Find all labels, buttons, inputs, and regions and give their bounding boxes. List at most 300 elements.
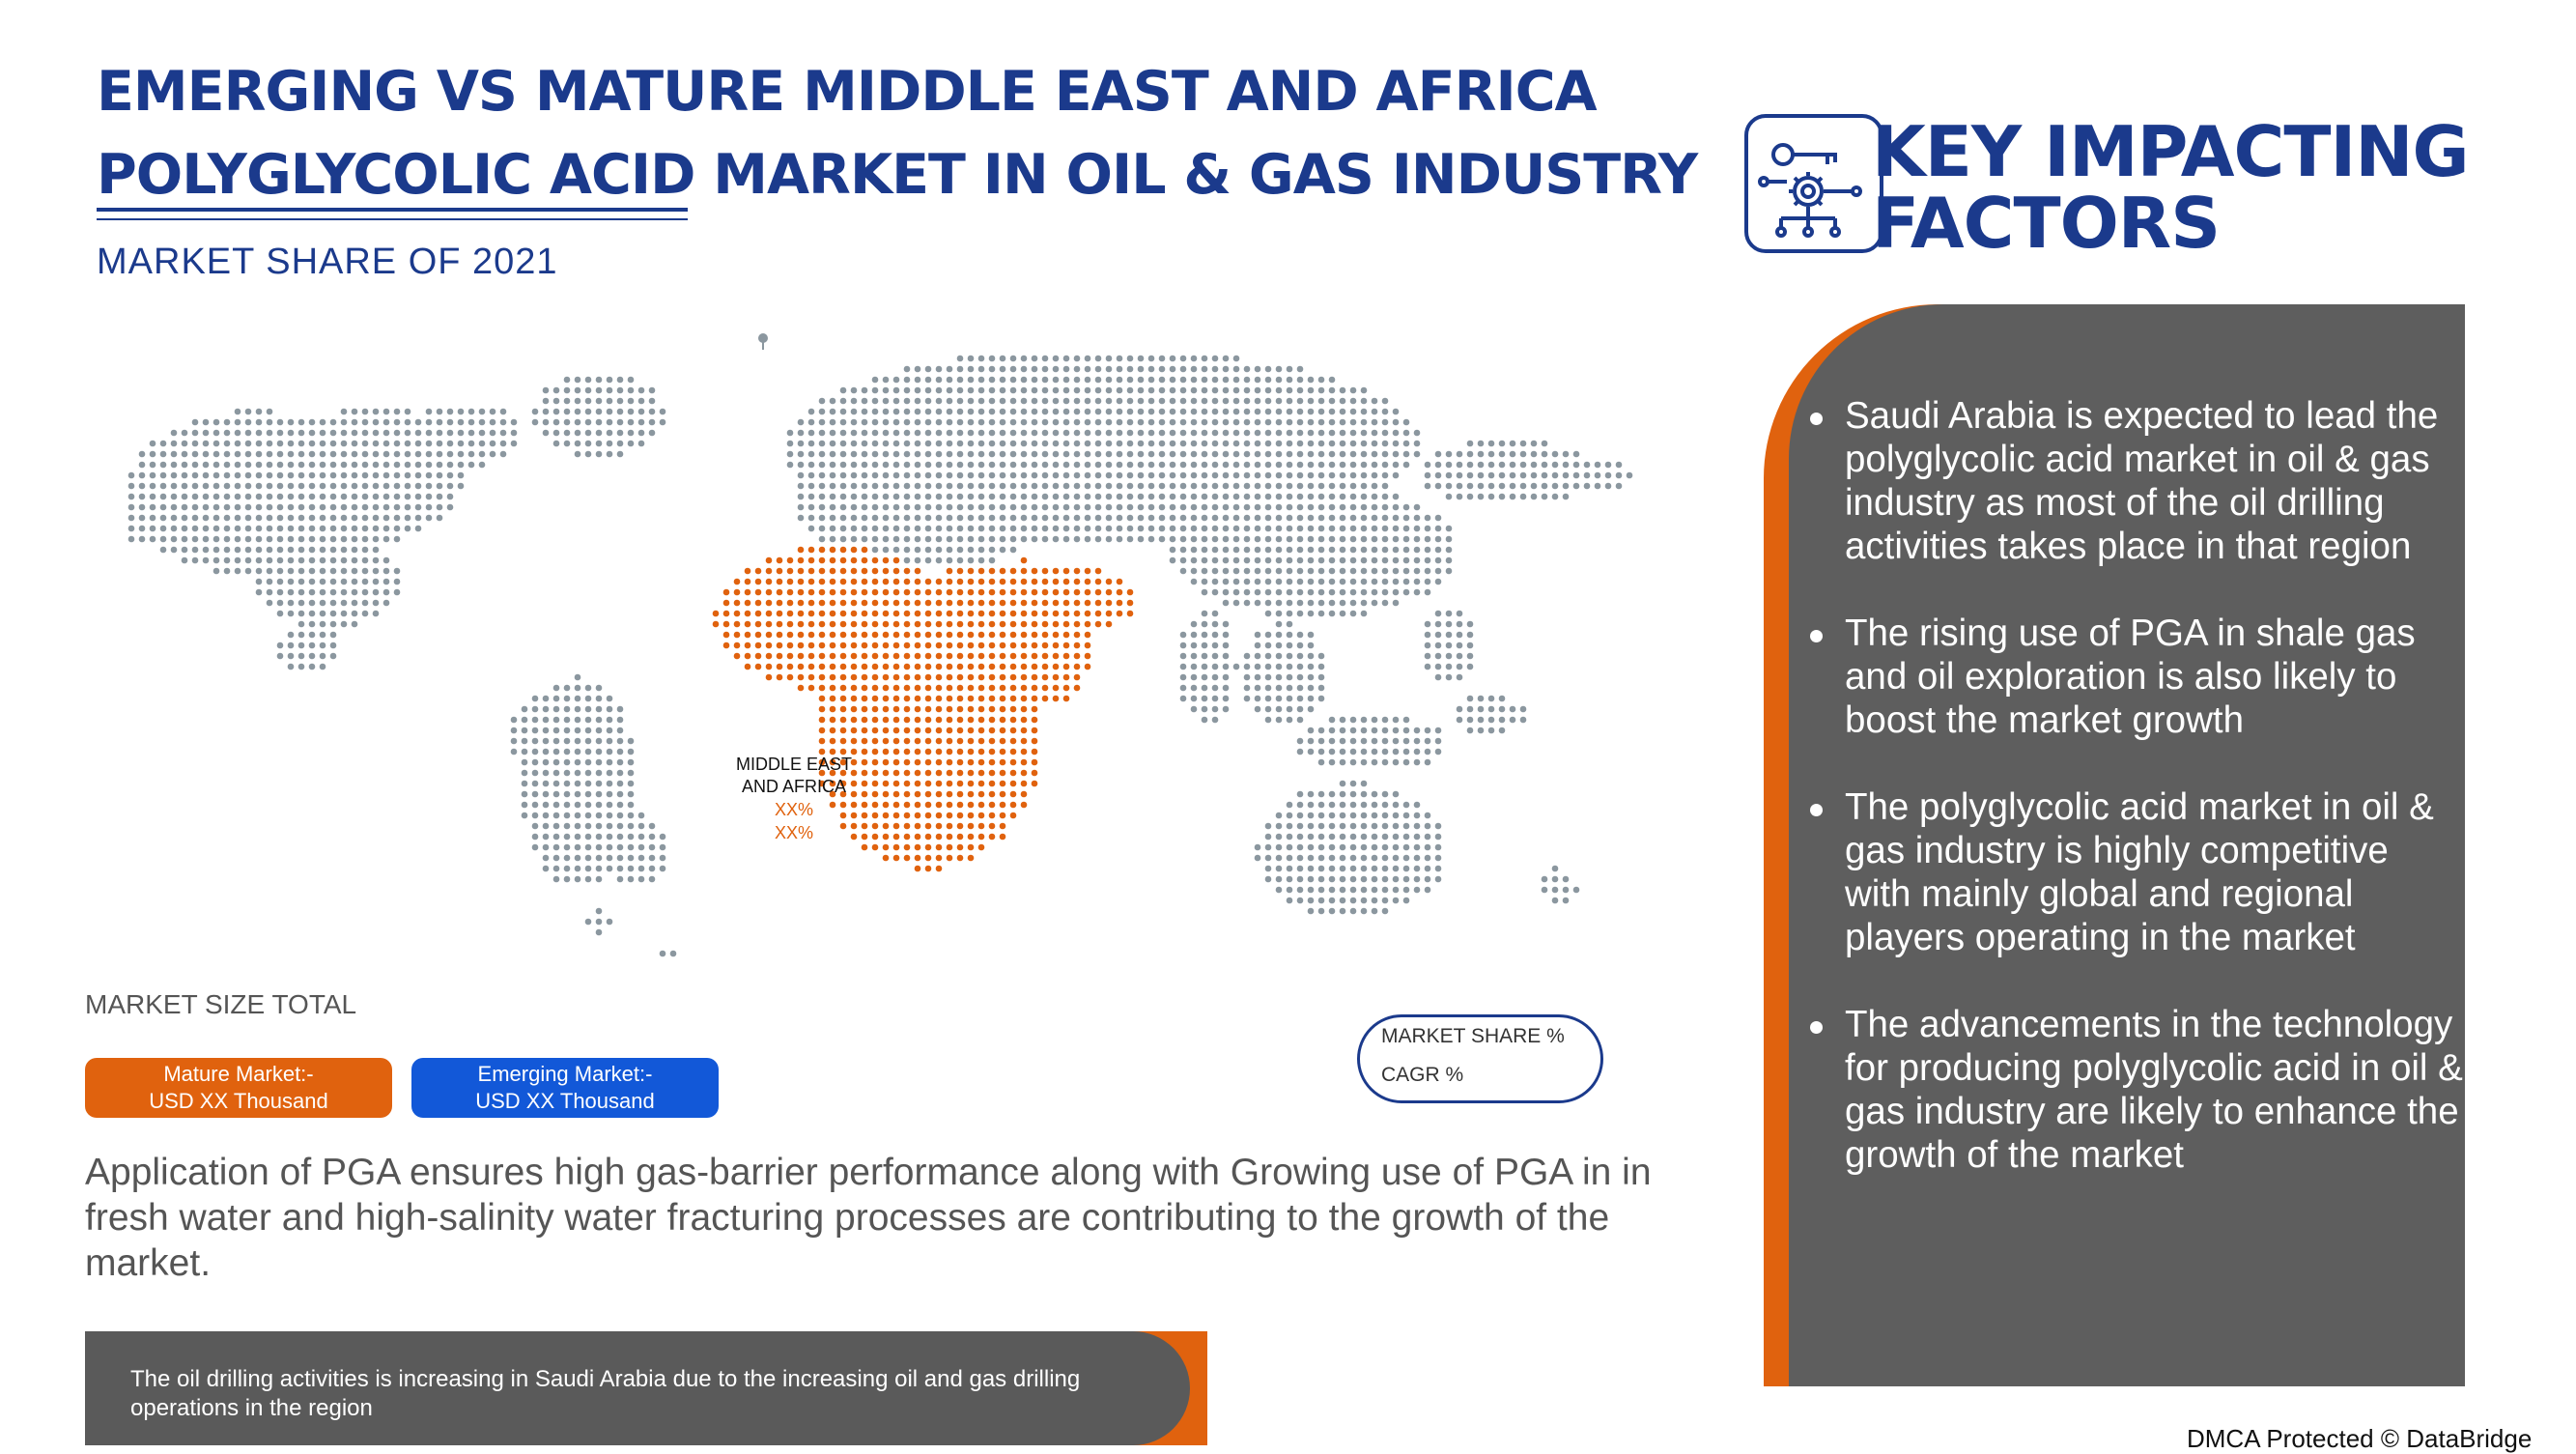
map-dot <box>1276 621 1283 628</box>
map-dot <box>1372 557 1378 564</box>
map-dot <box>1340 483 1346 490</box>
map-dot <box>1000 441 1006 447</box>
map-dot <box>139 494 146 500</box>
map-dot-highlight <box>957 749 964 756</box>
map-dot <box>1361 472 1368 479</box>
map-dot <box>1605 483 1612 490</box>
map-dot <box>1212 356 1219 362</box>
map-dot-highlight <box>1032 717 1038 724</box>
map-dot <box>213 547 220 554</box>
map-dot <box>1435 642 1442 649</box>
map-dot-highlight <box>851 547 858 554</box>
map-dot <box>288 611 295 617</box>
map-dot-highlight <box>989 802 996 809</box>
map-dot-highlight <box>862 547 868 554</box>
map-dot <box>1202 685 1208 692</box>
map-dot <box>1138 409 1145 415</box>
map-dot <box>288 515 295 522</box>
map-dot-highlight <box>1000 802 1006 809</box>
map-dot <box>1212 526 1219 532</box>
map-dot <box>1340 823 1346 830</box>
map-dot <box>1435 823 1442 830</box>
map-dot <box>1595 472 1601 479</box>
map-dot <box>330 504 337 511</box>
map-dot <box>1032 409 1038 415</box>
map-dot <box>1361 504 1368 511</box>
map-dot <box>1297 674 1304 681</box>
map-dot <box>798 462 805 469</box>
map-dot <box>607 802 613 809</box>
map-dot <box>830 462 836 469</box>
map-dot <box>373 504 380 511</box>
map-dot <box>1255 579 1261 585</box>
map-dot <box>224 430 231 437</box>
map-dot <box>1244 419 1251 426</box>
map-dot <box>947 441 953 447</box>
map-dot <box>1510 494 1516 500</box>
map-dot <box>585 791 592 798</box>
map-dot <box>862 441 868 447</box>
map-dot <box>543 419 550 426</box>
map-dot <box>1382 727 1389 734</box>
map-dot-highlight <box>915 632 921 639</box>
map-dot <box>277 653 284 660</box>
map-dot <box>851 536 858 543</box>
map-dot-highlight <box>883 802 890 809</box>
map-dot <box>1095 419 1102 426</box>
map-dot <box>1318 441 1325 447</box>
map-dot <box>915 451 921 458</box>
map-dot <box>596 685 603 692</box>
map-dot <box>1297 494 1304 500</box>
map-dot-highlight <box>830 674 836 681</box>
map-dot-highlight <box>840 696 847 702</box>
map-dot <box>1287 451 1293 458</box>
map-dot <box>1414 451 1421 458</box>
map-dot <box>1329 462 1336 469</box>
map-dot <box>1223 696 1230 702</box>
map-dot <box>1063 494 1070 500</box>
map-dot <box>1191 451 1198 458</box>
map-dot <box>1457 706 1463 713</box>
map-dot <box>1170 409 1176 415</box>
map-dot <box>1361 398 1368 405</box>
map-dot <box>1542 887 1548 894</box>
map-dot <box>139 451 146 458</box>
map-dot <box>585 823 592 830</box>
map-dot <box>1276 642 1283 649</box>
map-dot <box>978 504 985 511</box>
map-dot <box>1127 526 1134 532</box>
map-dot <box>383 557 390 564</box>
map-dot <box>872 536 879 543</box>
map-dot <box>1350 430 1357 437</box>
map-dot-highlight <box>904 749 911 756</box>
map-dot <box>1393 887 1400 894</box>
map-dot <box>585 451 592 458</box>
map-dot <box>309 557 316 564</box>
map-dot-highlight <box>936 759 943 766</box>
map-dot <box>1276 557 1283 564</box>
map-dot <box>1340 504 1346 511</box>
map-dot <box>1265 547 1272 554</box>
map-dot <box>819 430 826 437</box>
map-dot <box>585 717 592 724</box>
map-dot <box>1000 494 1006 500</box>
map-dot <box>862 451 868 458</box>
map-dot-highlight <box>1010 579 1017 585</box>
map-dot-highlight <box>755 600 762 607</box>
map-dot <box>309 462 316 469</box>
map-dot <box>383 526 390 532</box>
map-dot <box>320 579 326 585</box>
map-dot <box>1467 472 1474 479</box>
map-dot-highlight <box>723 600 730 607</box>
map-dot-highlight <box>989 759 996 766</box>
map-dot <box>1382 515 1389 522</box>
map-dot <box>1127 409 1134 415</box>
map-dot-highlight <box>819 579 826 585</box>
map-dot <box>660 419 666 426</box>
map-dot <box>1191 685 1198 692</box>
map-dot-highlight <box>957 813 964 819</box>
map-dot <box>1393 472 1400 479</box>
map-dot <box>649 398 656 405</box>
map-dot <box>1457 483 1463 490</box>
map-dot <box>1106 536 1113 543</box>
map-dot <box>1340 472 1346 479</box>
map-dot <box>1287 642 1293 649</box>
region-label-line2: AND AFRICA <box>741 777 847 796</box>
map-dot <box>1414 589 1421 596</box>
map-dot <box>925 377 932 384</box>
map-dot <box>564 738 571 745</box>
map-dot <box>1202 611 1208 617</box>
map-dot <box>1435 526 1442 532</box>
map-dot <box>1106 441 1113 447</box>
map-dot <box>1361 557 1368 564</box>
map-dot <box>1180 685 1187 692</box>
map-dot <box>1212 579 1219 585</box>
map-dot-highlight <box>883 749 890 756</box>
map-dot-highlight <box>978 813 985 819</box>
map-dot <box>649 844 656 851</box>
map-dot <box>607 770 613 777</box>
map-dot <box>553 717 560 724</box>
map-dot <box>628 813 635 819</box>
map-dot-highlight <box>1085 611 1091 617</box>
map-dot <box>862 462 868 469</box>
map-dot <box>267 462 273 469</box>
map-dot-highlight <box>947 770 953 777</box>
map-dot-highlight <box>1074 642 1081 649</box>
map-dot <box>160 494 167 500</box>
map-dot <box>628 823 635 830</box>
map-dot-highlight <box>1053 568 1060 575</box>
map-dot <box>1106 451 1113 458</box>
map-dot <box>904 504 911 511</box>
map-dot <box>1361 547 1368 554</box>
map-dot <box>628 749 635 756</box>
map-dot <box>1063 536 1070 543</box>
map-dot <box>1435 674 1442 681</box>
map-dot-highlight <box>851 696 858 702</box>
map-dot-highlight <box>989 791 996 798</box>
map-dot <box>553 759 560 766</box>
map-dot <box>1042 377 1049 384</box>
map-dot-highlight <box>989 568 996 575</box>
map-dot <box>1403 536 1410 543</box>
map-dot <box>341 589 348 596</box>
map-dot <box>1212 611 1219 617</box>
map-dot <box>596 813 603 819</box>
map-dot-highlight <box>1000 568 1006 575</box>
map-dot <box>447 419 454 426</box>
map-dot-highlight <box>1021 717 1028 724</box>
map-dot <box>575 749 581 756</box>
map-dot-highlight <box>904 568 911 575</box>
map-dot <box>947 483 953 490</box>
map-dot <box>150 536 156 543</box>
map-dot-highlight <box>723 642 730 649</box>
map-dot <box>362 494 369 500</box>
map-dot <box>607 419 613 426</box>
map-dot <box>543 781 550 787</box>
map-dot <box>1191 664 1198 670</box>
map-dot-highlight <box>925 866 932 872</box>
map-dot <box>426 494 433 500</box>
map-dot-highlight <box>1106 621 1113 628</box>
map-dot <box>320 494 326 500</box>
map-dot <box>1361 717 1368 724</box>
map-dot <box>1085 536 1091 543</box>
map-dot <box>1265 557 1272 564</box>
map-dot-highlight <box>978 653 985 660</box>
map-dot-highlight <box>904 834 911 841</box>
map-dot <box>1425 472 1431 479</box>
map-dot <box>1297 526 1304 532</box>
map-dot <box>1042 462 1049 469</box>
map-dot-highlight <box>968 834 975 841</box>
map-dot-highlight <box>1106 611 1113 617</box>
map-dot <box>394 504 401 511</box>
map-dot <box>277 600 284 607</box>
map-dot-highlight <box>925 632 932 639</box>
map-dot <box>1372 717 1378 724</box>
map-dot <box>1499 727 1506 734</box>
map-dot <box>1170 451 1176 458</box>
map-dot <box>1318 759 1325 766</box>
map-dot <box>235 494 241 500</box>
map-dot-highlight <box>968 823 975 830</box>
map-dot <box>1457 632 1463 639</box>
map-dot <box>532 727 539 734</box>
map-dot <box>139 462 146 469</box>
map-dot <box>1488 727 1495 734</box>
map-dot <box>564 706 571 713</box>
map-dot <box>1414 866 1421 872</box>
map-dot <box>1425 515 1431 522</box>
map-dot <box>787 451 794 458</box>
map-dot <box>1340 802 1346 809</box>
map-dot <box>128 472 135 479</box>
map-dot-highlight <box>925 717 932 724</box>
map-dot <box>1021 366 1028 373</box>
map-dot <box>1233 504 1240 511</box>
map-dot <box>1308 419 1315 426</box>
map-dot-highlight <box>872 727 879 734</box>
map-dot <box>341 600 348 607</box>
map-dot-highlight <box>1063 642 1070 649</box>
map-dot <box>575 813 581 819</box>
map-dot <box>256 526 263 532</box>
map-dot <box>1297 876 1304 883</box>
map-dot <box>553 876 560 883</box>
map-dot <box>426 430 433 437</box>
map-dot-highlight <box>947 642 953 649</box>
map-dot <box>1425 536 1431 543</box>
map-dot <box>1233 366 1240 373</box>
map-dot-highlight <box>851 738 858 745</box>
map-dot <box>989 494 996 500</box>
map-dot <box>1212 706 1219 713</box>
map-dot-highlight <box>893 791 900 798</box>
map-dot <box>341 526 348 532</box>
map-dot-highlight <box>745 621 751 628</box>
map-dot-highlight <box>968 642 975 649</box>
map-dot <box>1244 696 1251 702</box>
map-dot <box>203 504 210 511</box>
map-dot-highlight <box>1000 738 1006 745</box>
map-dot <box>893 441 900 447</box>
map-dot <box>607 749 613 756</box>
map-dot <box>373 547 380 554</box>
map-dot <box>1202 568 1208 575</box>
map-dot <box>830 483 836 490</box>
map-dot <box>1340 781 1346 787</box>
map-dot <box>596 855 603 862</box>
map-dot <box>1244 547 1251 554</box>
map-dot <box>1117 409 1123 415</box>
map-dot <box>1531 462 1538 469</box>
map-dot <box>1287 834 1293 841</box>
map-dot <box>1106 472 1113 479</box>
map-dot <box>192 494 199 500</box>
map-dot <box>989 409 996 415</box>
map-dot <box>1287 706 1293 713</box>
map-dot <box>1318 451 1325 458</box>
map-dot <box>532 696 539 702</box>
map-dot <box>596 409 603 415</box>
map-dot-highlight <box>904 674 911 681</box>
map-dot <box>362 409 369 415</box>
map-dot <box>1287 504 1293 511</box>
map-dot <box>309 632 316 639</box>
map-dot <box>1287 366 1293 373</box>
map-dot <box>872 430 879 437</box>
map-dot <box>1573 472 1580 479</box>
map-dot-highlight <box>1010 749 1017 756</box>
map-dot <box>352 462 358 469</box>
map-dot <box>1117 462 1123 469</box>
map-dot <box>1265 876 1272 883</box>
map-dot <box>1223 568 1230 575</box>
map-dot-highlight <box>745 611 751 617</box>
map-dot <box>1329 908 1336 915</box>
map-dot-highlight <box>947 823 953 830</box>
map-dot <box>1010 515 1017 522</box>
factors-list <box>1806 394 2463 1220</box>
map-dot-highlight <box>915 791 921 798</box>
map-dot <box>1382 866 1389 872</box>
map-dot <box>352 611 358 617</box>
map-dot <box>405 526 411 532</box>
map-dot <box>235 547 241 554</box>
map-dot <box>1403 430 1410 437</box>
map-dot <box>1350 844 1357 851</box>
map-dot <box>596 430 603 437</box>
map-dot-highlight <box>872 611 879 617</box>
map-dot <box>1223 377 1230 384</box>
map-dot <box>1053 536 1060 543</box>
map-dot-highlight <box>808 653 815 660</box>
map-dot <box>1265 441 1272 447</box>
map-dot <box>1265 494 1272 500</box>
map-dot <box>1117 398 1123 405</box>
map-dot <box>1000 547 1006 554</box>
map-dot <box>564 844 571 851</box>
map-dot <box>256 589 263 596</box>
map-dot <box>426 451 433 458</box>
map-dot-highlight <box>851 568 858 575</box>
map-dot-highlight <box>840 621 847 628</box>
map-dot <box>1255 409 1261 415</box>
map-dot <box>1180 674 1187 681</box>
map-dot <box>437 462 443 469</box>
map-dot-highlight <box>1000 781 1006 787</box>
map-dot <box>1361 855 1368 862</box>
map-dot <box>607 759 613 766</box>
map-dot <box>851 462 858 469</box>
map-dot <box>1202 366 1208 373</box>
map-dot <box>851 430 858 437</box>
map-dot <box>1382 451 1389 458</box>
map-dot <box>904 451 911 458</box>
map-dot <box>840 515 847 522</box>
map-dot-highlight <box>787 589 794 596</box>
map-dot <box>213 515 220 522</box>
map-dot-highlight <box>947 674 953 681</box>
map-dot <box>893 472 900 479</box>
map-dot <box>1223 664 1230 670</box>
map-dot <box>787 430 794 437</box>
map-dot <box>1074 526 1081 532</box>
map-dot <box>213 536 220 543</box>
map-dot <box>936 387 943 394</box>
map-dot <box>277 441 284 447</box>
map-dot <box>1117 483 1123 490</box>
map-dot <box>426 462 433 469</box>
map-dot-highlight <box>947 632 953 639</box>
map-dot <box>1393 451 1400 458</box>
map-dot <box>1170 387 1176 394</box>
map-dot <box>1170 515 1176 522</box>
map-dot <box>437 409 443 415</box>
map-dot <box>1329 504 1336 511</box>
map-dot <box>1074 515 1081 522</box>
map-dot <box>330 451 337 458</box>
map-dot-highlight <box>830 600 836 607</box>
